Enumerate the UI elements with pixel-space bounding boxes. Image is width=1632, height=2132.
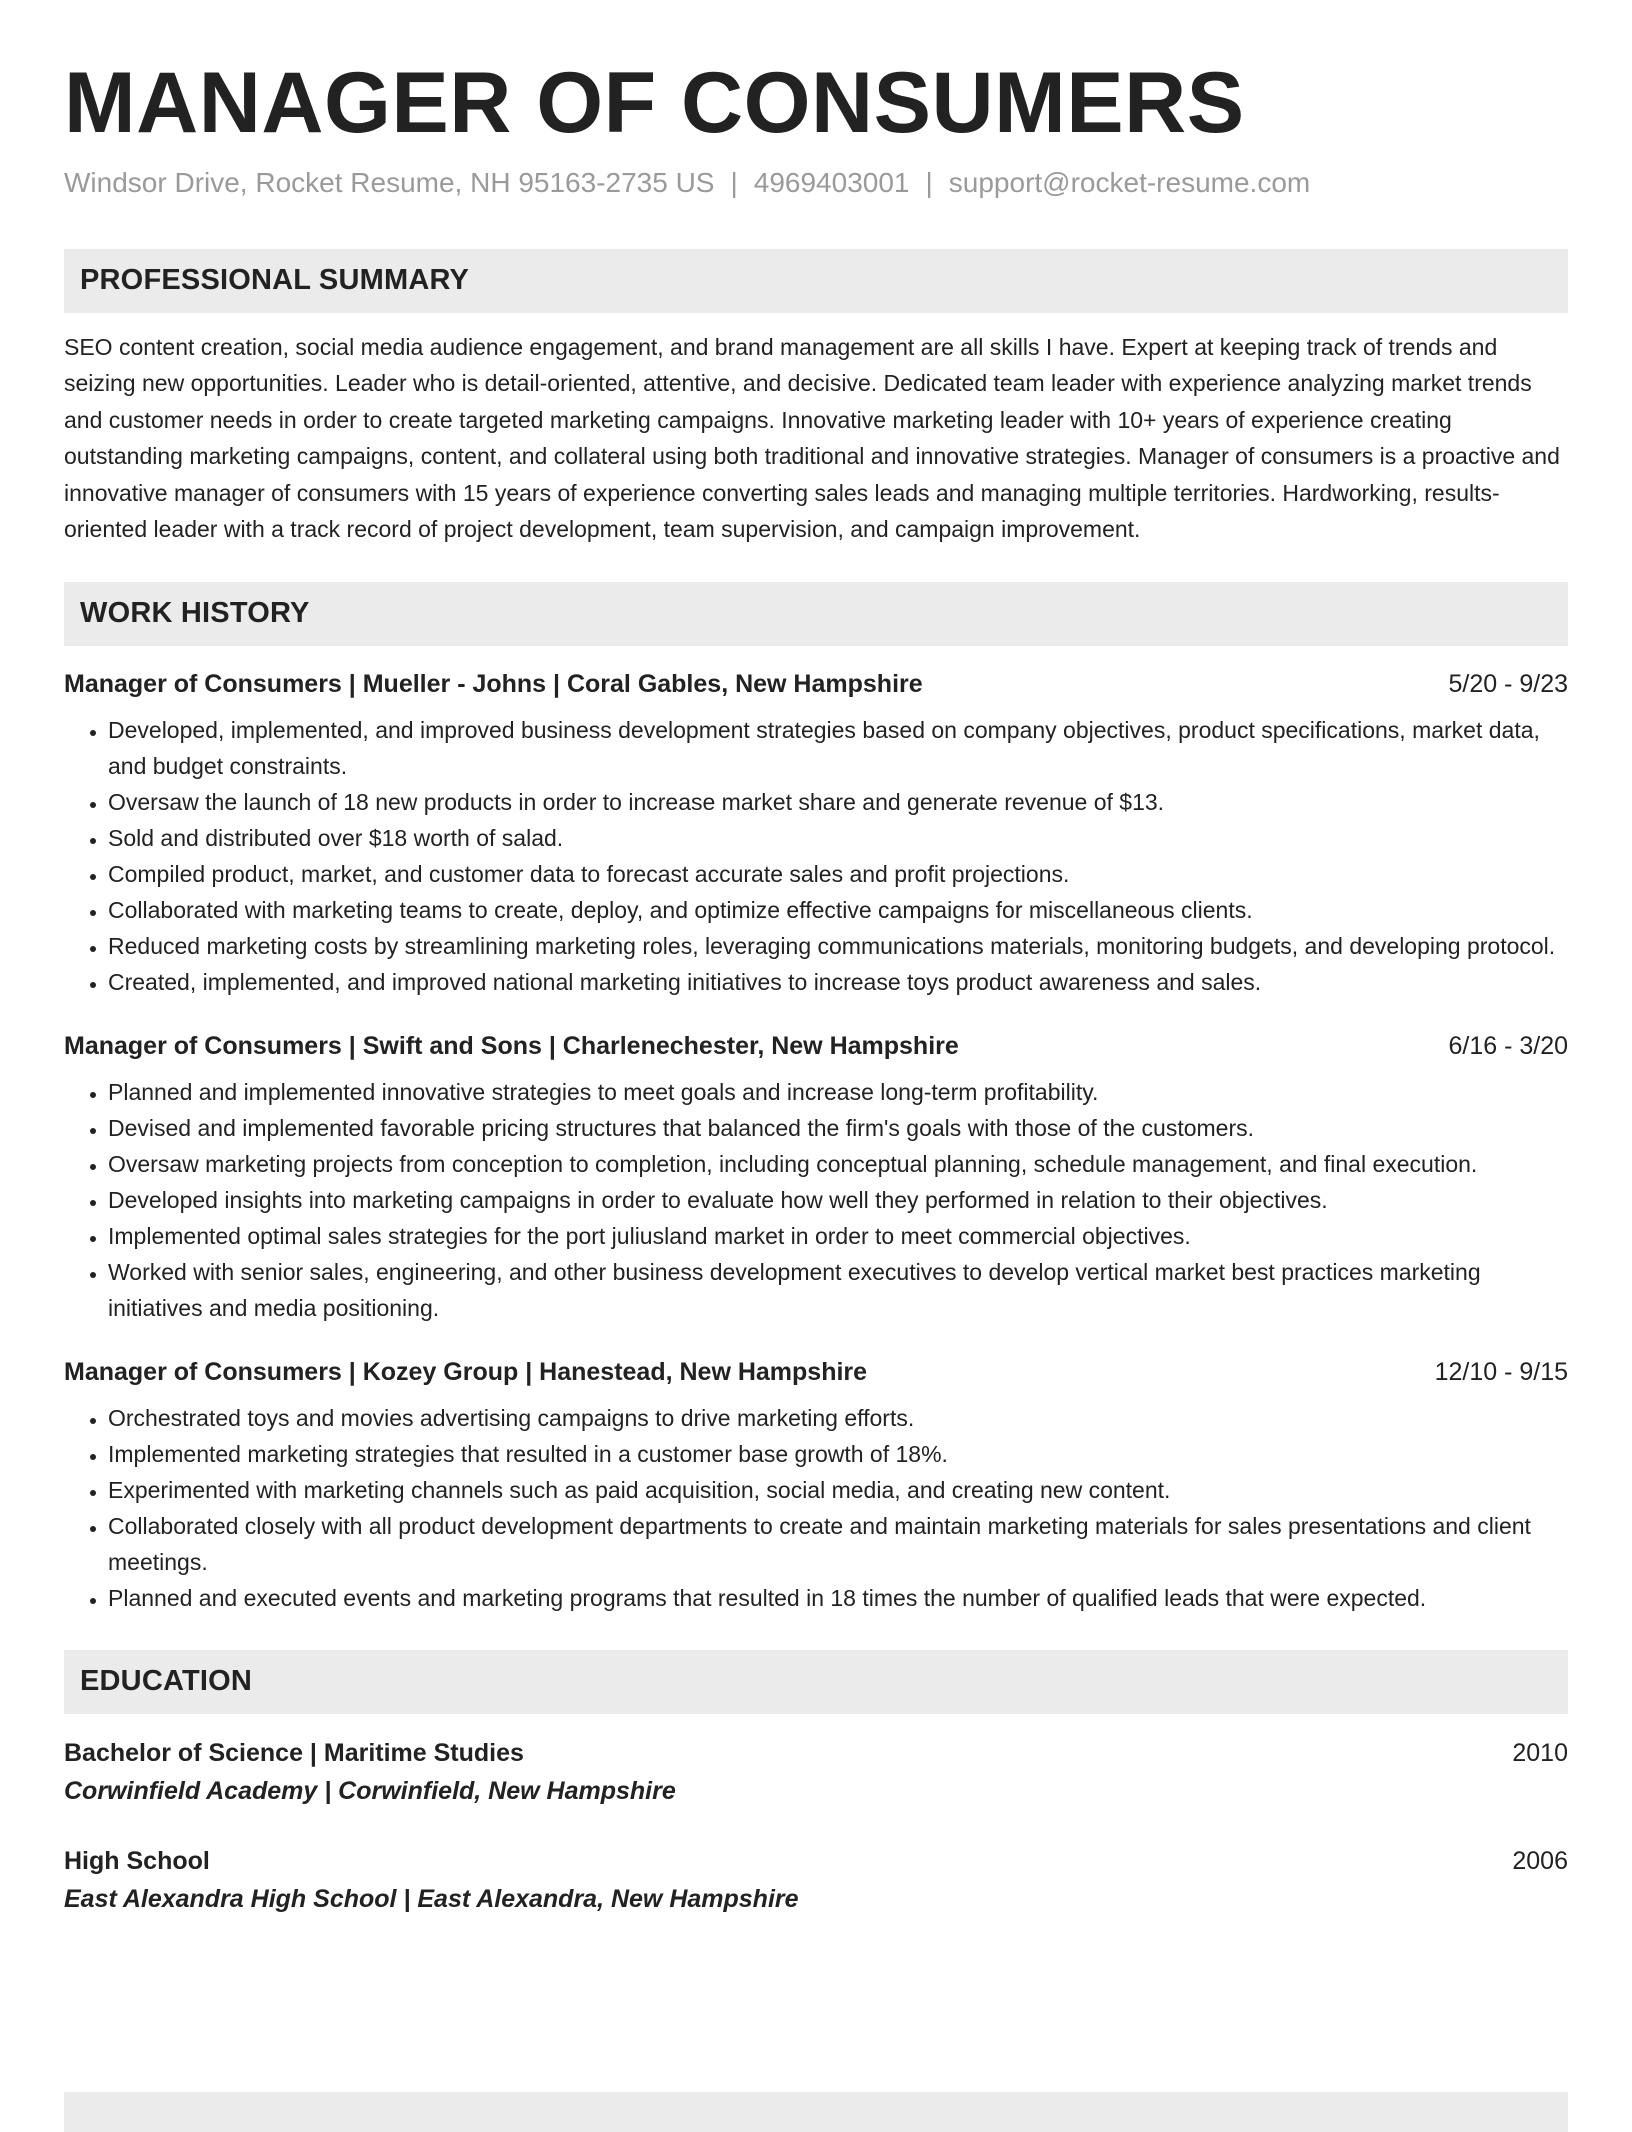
job-bullet: • Compiled product, market, and customer data to forecast accurate sales and profit projections. (108, 856, 1568, 892)
contact-line (64, 165, 1568, 201)
candidate-name: MANAGER OF CONSUMERS (64, 55, 1245, 151)
job-bullet: • Developed, implemented, and improved business development strategies based on company objectives, product specifications, market data, and budget constraints. (108, 712, 1568, 784)
work-history-heading: WORK HISTORY (64, 582, 1568, 646)
contact-address: Windsor Drive, Rocket Resume, NH 95163-2735 US (64, 166, 715, 198)
education-entry (64, 1842, 1568, 1918)
job-bullet: • Sold and distributed over $18 worth of salad. (108, 820, 1568, 856)
job-bullet: • Implemented optimal sales strategies for the port juliusland market in order to meet commercial objectives. (108, 1218, 1568, 1254)
job-entry (64, 1354, 1568, 1616)
education-year: 2006 (1512, 1846, 1568, 1875)
contact-phone: 4969403001 (753, 166, 910, 198)
education-entry (64, 1734, 1568, 1810)
education-degree: Bachelor of Science | Maritime Studies (64, 1738, 524, 1767)
next-section-bar (64, 2092, 1568, 2132)
job-bullets (64, 1400, 1568, 1616)
job-bullet: • Developed insights into marketing campaigns in order to evaluate how well they performed in relation to their objectives. (108, 1182, 1568, 1218)
job-bullet: • Reduced marketing costs by streamlining marketing roles, leveraging communications materials, monitoring budgets, and developing protocol. (108, 928, 1568, 964)
job-dates: 5/20 - 9/23 (1448, 669, 1568, 698)
education-school: Corwinfield Academy | Corwinfield, New Hampshire (64, 1776, 676, 1805)
education-header (64, 1842, 1568, 1880)
job-bullet: • Orchestrated toys and movies advertising campaigns to drive marketing efforts. (108, 1400, 1568, 1436)
job-bullet: • Oversaw the launch of 18 new products in order to increase market share and generate revenue of $13. (108, 784, 1568, 820)
job-dates: 6/16 - 3/20 (1448, 1031, 1568, 1060)
job-bullet: • Oversaw marketing projects from conception to completion, including conceptual planning, schedule management, and final execution. (108, 1146, 1568, 1182)
job-bullet: • Implemented marketing strategies that resulted in a customer base growth of 18%. (108, 1436, 1568, 1472)
education-heading: EDUCATION (64, 1650, 1568, 1714)
job-bullet: • Collaborated with marketing teams to create, deploy, and optimize effective campaigns for miscellaneous clients. (108, 892, 1568, 928)
job-dates: 12/10 - 9/15 (1434, 1357, 1568, 1386)
job-bullet: • Planned and executed events and marketing programs that resulted in 18 times the number of qualified leads that were expected. (108, 1580, 1568, 1616)
summary-text: SEO content creation, social media audience engagement, and brand management are all skills I have. Expert at keeping track of trends and seizing new opportunities. Leader who is detail-oriented, attentive, and decisive. Dedicated team leader with experience analyzing market trends and customer needs in order to create targeted marketing campaigns. Innovative marketing leader with 10+ years of experience creating outstanding marketing campaigns, content, and collateral using both traditional and innovative strategies. Manager of consumers is a proactive and innovative manager of consumers with 15 years of experience converting sales leads and managing multiple territories. Hardworking, results-oriented leader with a track record of project development, team supervision, and campaign improvement. (64, 333, 1560, 543)
job-bullet: • Planned and implemented innovative strategies to meet goals and increase long-term profitability. (108, 1074, 1568, 1110)
education-header (64, 1734, 1568, 1772)
job-bullet: • Devised and implemented favorable pricing structures that balanced the firm's goals with those of the customers. (108, 1110, 1568, 1146)
contact-separator: | (730, 166, 738, 198)
job-bullet: • Created, implemented, and improved national marketing initiatives to increase toys product awareness and sales. (108, 964, 1568, 1000)
summary-heading: PROFESSIONAL SUMMARY (64, 249, 1568, 313)
job-header (64, 1028, 1568, 1064)
education-year: 2010 (1512, 1738, 1568, 1767)
contact-separator: | (925, 166, 933, 198)
job-bullet: • Collaborated closely with all product development departments to create and maintain marketing materials for sales presentations and client meetings. (108, 1508, 1568, 1580)
job-bullet: • Experimented with marketing channels such as paid acquisition, social media, and creating new content. (108, 1472, 1568, 1508)
job-title: Manager of Consumers | Mueller - Johns | Coral Gables, New Hampshire (64, 669, 923, 698)
job-title: Manager of Consumers | Swift and Sons | Charlenechester, New Hampshire (64, 1031, 959, 1060)
education-school: East Alexandra High School | East Alexandra, New Hampshire (64, 1884, 799, 1913)
job-entry (64, 666, 1568, 1000)
contact-email[interactable]: support@rocket-resume.com (948, 166, 1311, 198)
job-entry (64, 1028, 1568, 1326)
education-degree: High School (64, 1846, 210, 1875)
job-bullets (64, 1074, 1568, 1326)
job-header (64, 1354, 1568, 1390)
job-bullet: • Worked with senior sales, engineering, and other business development executives to develop vertical market best practices marketing initiatives and media positioning. (108, 1254, 1568, 1326)
job-title: Manager of Consumers | Kozey Group | Hanestead, New Hampshire (64, 1357, 868, 1386)
job-header (64, 666, 1568, 702)
job-bullets (64, 712, 1568, 1000)
